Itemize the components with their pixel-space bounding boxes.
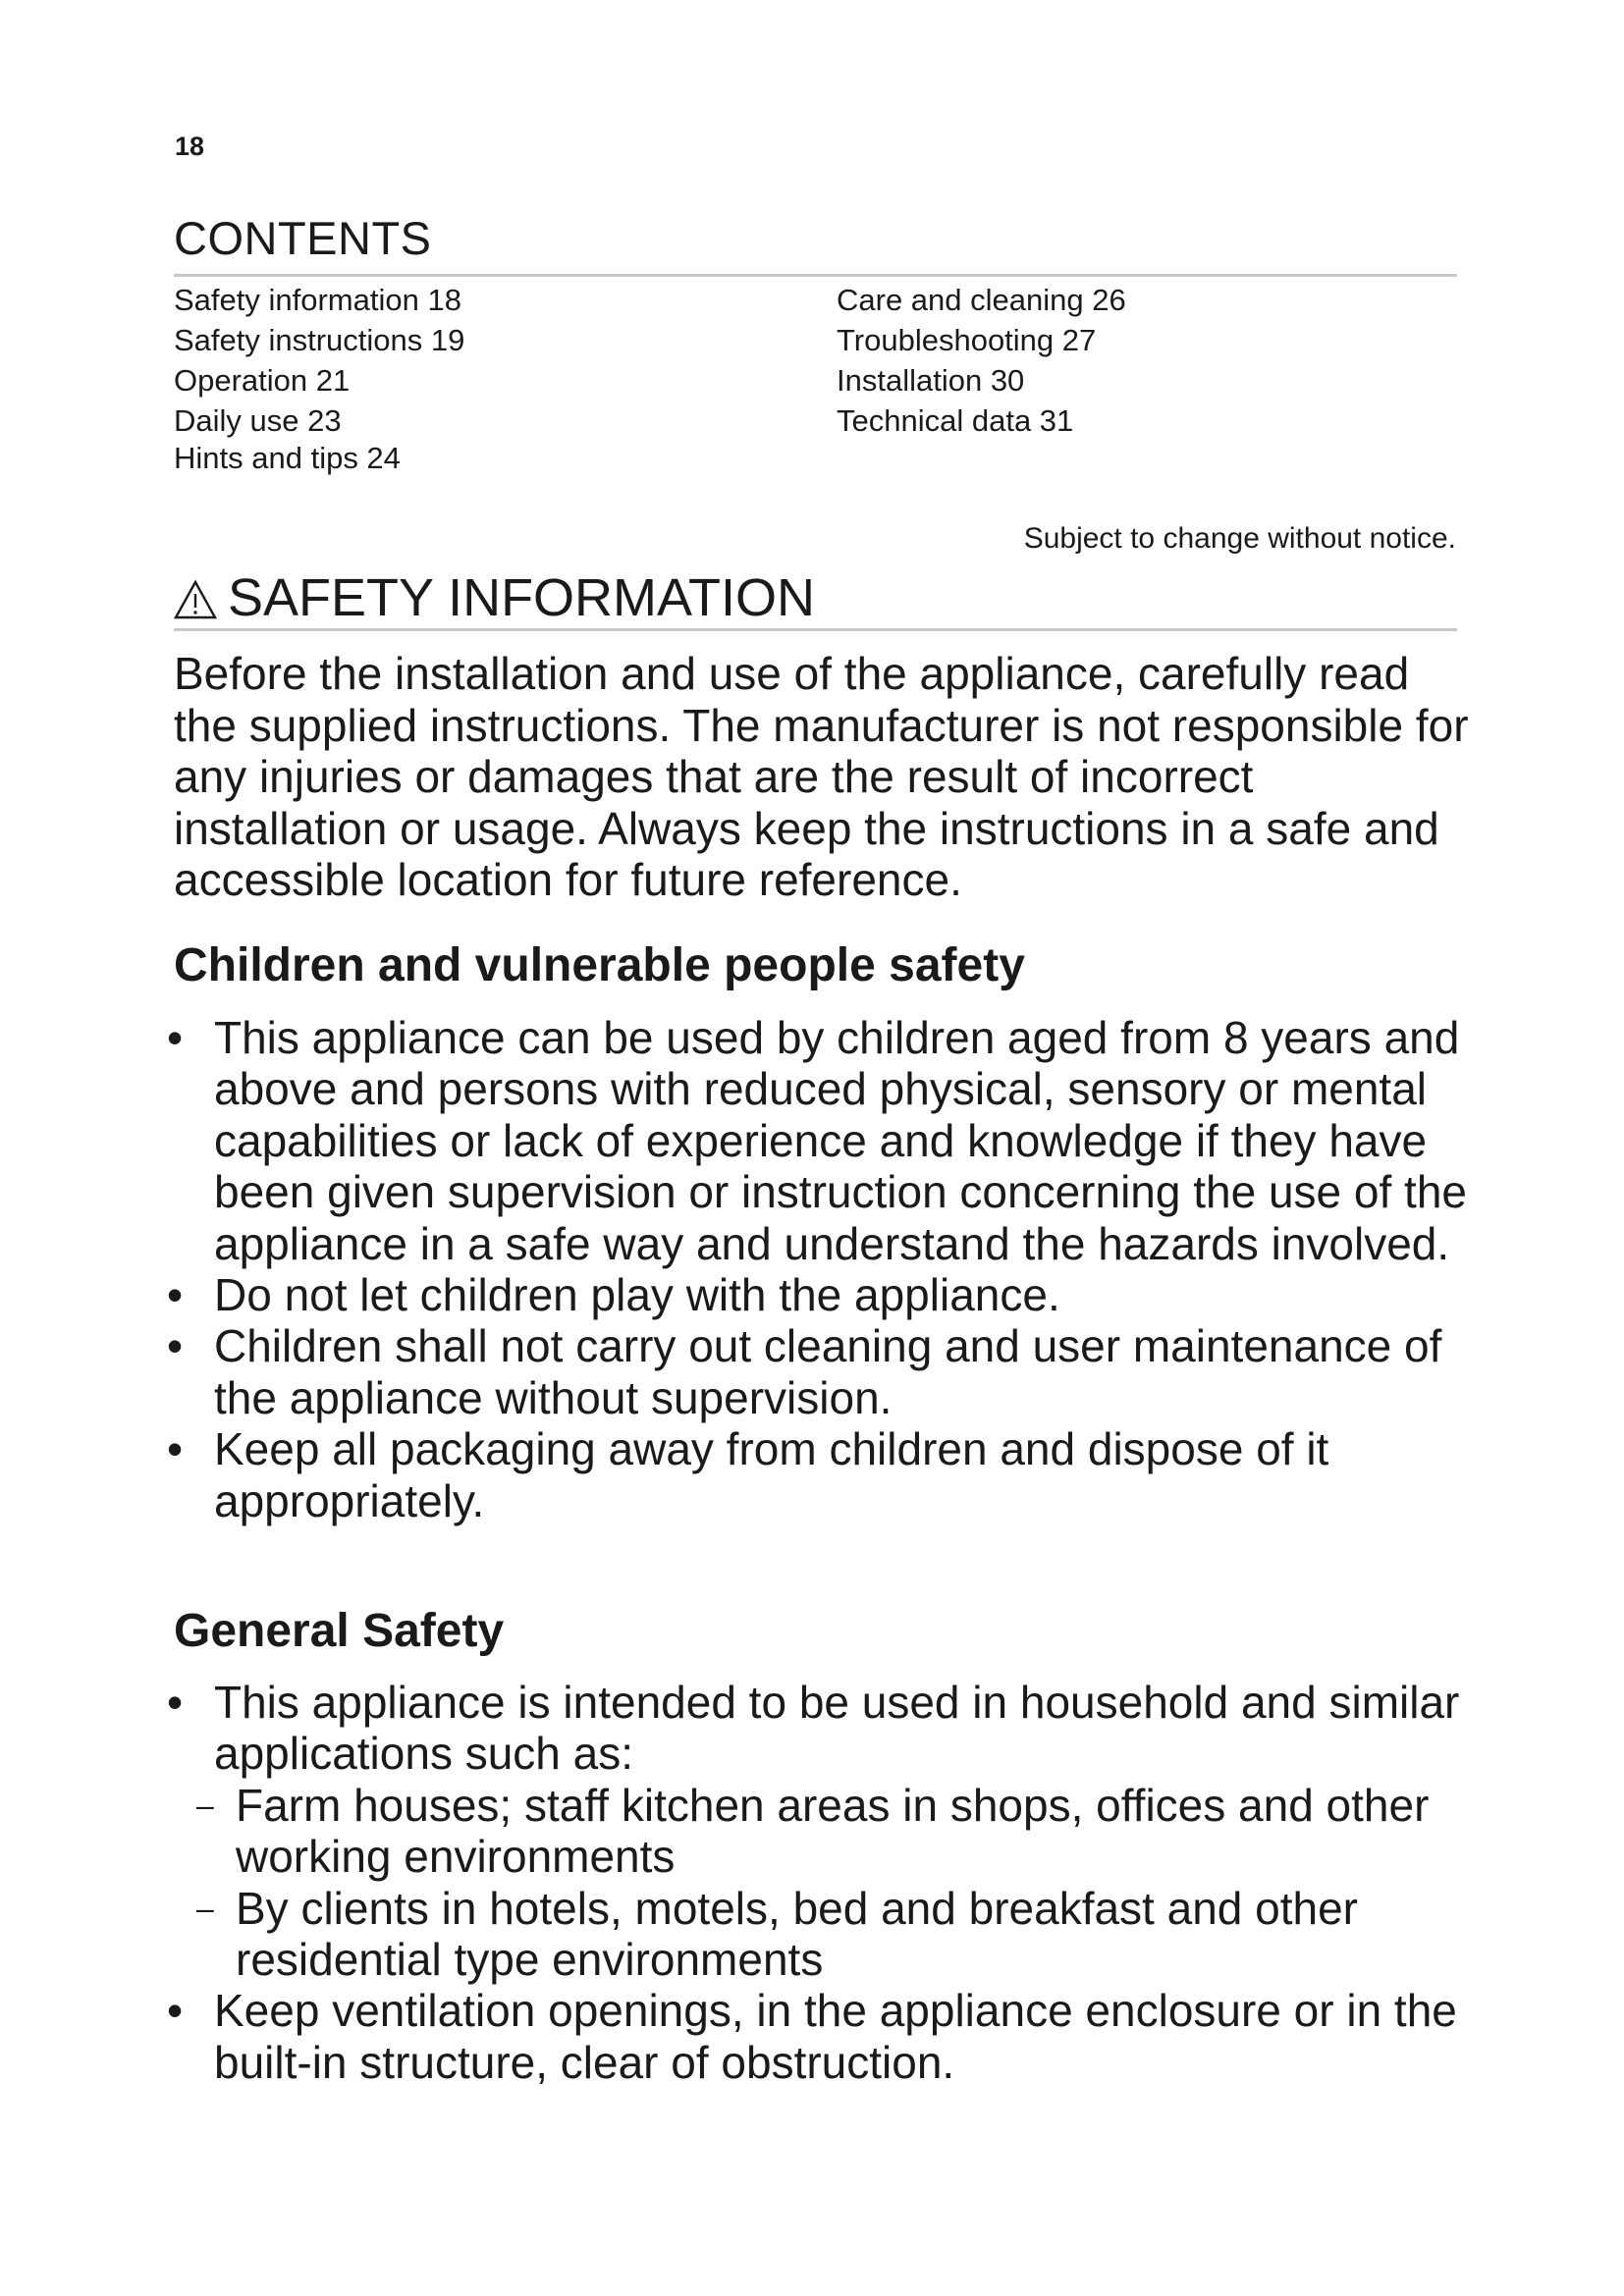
toc-item: Hints and tips 24	[174, 441, 401, 475]
list-item	[167, 1677, 1473, 1780]
list-item	[167, 1269, 1473, 1320]
change-notice: Subject to change without notice.	[1023, 522, 1456, 555]
toc-item: Safety instructions 19	[174, 323, 465, 357]
contents-divider	[174, 274, 1457, 277]
dash-icon: –	[196, 1890, 214, 1926]
general-safety-list	[167, 1677, 1473, 2088]
bullet-icon: •	[167, 1012, 184, 1063]
list-item-text: Keep ventilation openings, in the appliance enclosure or in the built-in structure, clear of obstruction.	[214, 1985, 1457, 2088]
toc-item: Technical data 31	[837, 403, 1074, 438]
dash-icon: –	[196, 1787, 214, 1823]
list-item	[167, 1423, 1473, 1526]
toc-item: Care and cleaning 26	[837, 283, 1126, 317]
toc-item: Troubleshooting 27	[837, 323, 1097, 357]
safety-information-heading	[173, 567, 815, 628]
page-number: 18	[175, 132, 205, 161]
sub-list-item-text: By clients in hotels, motels, bed and breakfast and other residential type environments	[236, 1882, 1358, 1986]
safety-information-title: SAFETY INFORMATION	[228, 568, 816, 627]
toc-item: Installation 30	[837, 363, 1025, 398]
bullet-icon: •	[167, 1985, 184, 2037]
bullet-icon: •	[167, 1423, 184, 1475]
warning-triangle-icon	[173, 579, 218, 620]
toc-right-column	[837, 280, 1126, 441]
bullet-icon: •	[167, 1320, 184, 1372]
sub-list-item	[179, 1883, 1473, 1986]
children-safety-list	[167, 1012, 1473, 1526]
safety-divider	[174, 628, 1457, 631]
safety-intro-paragraph: Before the installation and use of the appliance, carefully read the supplied instructions. The manufacturer is not responsible for any injuries or damages that are the result of incorrect installation or usage. Always keep the instructions in a safe and accessible location for future reference.	[174, 648, 1469, 905]
toc-left-column	[174, 280, 464, 476]
toc-item: Operation 21	[174, 363, 351, 398]
list-item-text: Do not let children play with the appliance.	[214, 1269, 1060, 1321]
list-item-text: This appliance can be used by children aged from 8 years and above and persons with reduced physical, sensory or mental capabilities or lack of experience and knowledge if they have been given supervision or instruction concerning the use of the appliance in a safe way and understand the hazards involved.	[214, 1012, 1468, 1269]
children-safety-heading: Children and vulnerable people safety	[174, 939, 1025, 991]
list-item-text: Keep all packaging away from children and dispose of it appropriately.	[214, 1423, 1329, 1526]
bullet-icon: •	[167, 1269, 184, 1321]
contents-title: CONTENTS	[174, 212, 432, 264]
sub-list-item	[179, 1780, 1473, 1883]
toc-item: Safety information 18	[174, 283, 461, 317]
toc-item: Daily use 23	[174, 403, 342, 438]
general-safety-heading: General Safety	[174, 1605, 505, 1657]
list-item	[167, 1012, 1473, 1269]
list-item	[167, 1985, 1473, 2088]
list-item	[167, 1320, 1473, 1423]
list-item-text: Children shall not carry out cleaning and user maintenance of the appliance without supervision.	[214, 1320, 1442, 1423]
sub-list-item-text: Farm houses; staff kitchen areas in shops, offices and other working environments	[236, 1779, 1430, 1883]
bullet-icon: •	[167, 1677, 184, 1728]
list-item-text: This appliance is intended to be used in household and similar applications such as:	[214, 1677, 1460, 1780]
